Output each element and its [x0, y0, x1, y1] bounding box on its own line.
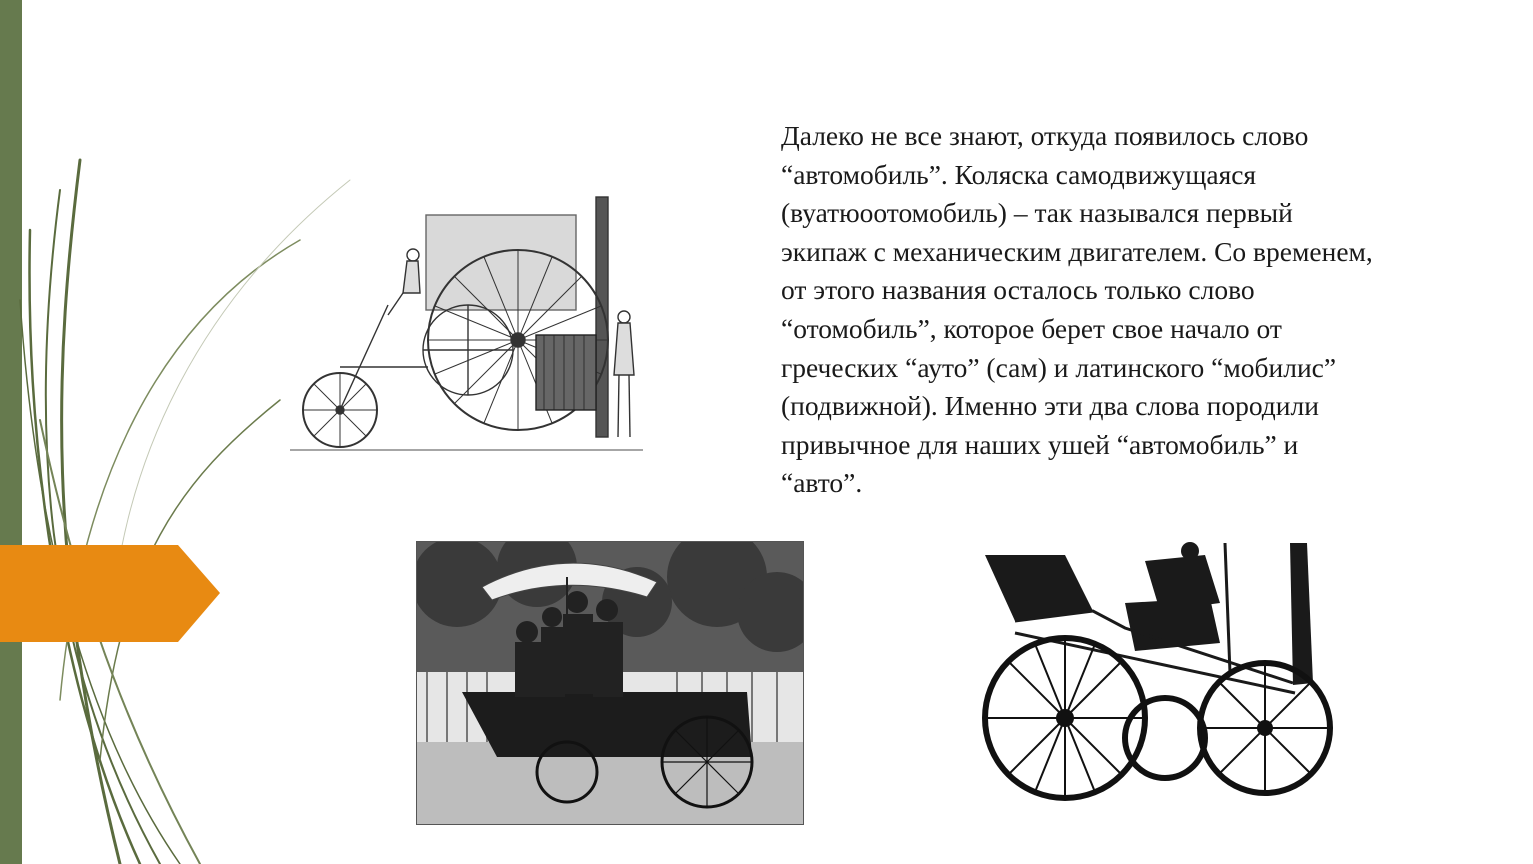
steam-carriage-engraving-icon [288, 175, 648, 460]
paragraph-line: Далеко не все знают, откуда появилось слово [781, 120, 1309, 151]
orange-arrow-tab [0, 545, 220, 642]
motor-carriage-icon [975, 533, 1345, 823]
intro-paragraph [781, 117, 1481, 503]
paragraph-line: (вуатюоотомобиль) – так назывался первый [781, 197, 1293, 229]
paragraph-line: “автомобиль”. Коляска самодвижущаяся [781, 158, 1257, 190]
paragraph-line: привычное для наших ушей “автомобиль” и [781, 428, 1299, 460]
paragraph-line: (подвижной). Именно эти два слова породили [781, 390, 1319, 422]
paragraph-line: “отомобиль”, которое берет свое начало от [781, 312, 1282, 344]
paragraph-line: “авто”. [781, 467, 863, 499]
paragraph-line: греческих “ауто” (сам) и латинского “мобилис” [781, 351, 1337, 383]
early-motor-car-photo-icon [416, 541, 804, 825]
paragraph-line: от этого названия осталось только слово [781, 274, 1255, 306]
paragraph-line: экипаж с механическим двигателем. Со временем, [781, 235, 1373, 267]
